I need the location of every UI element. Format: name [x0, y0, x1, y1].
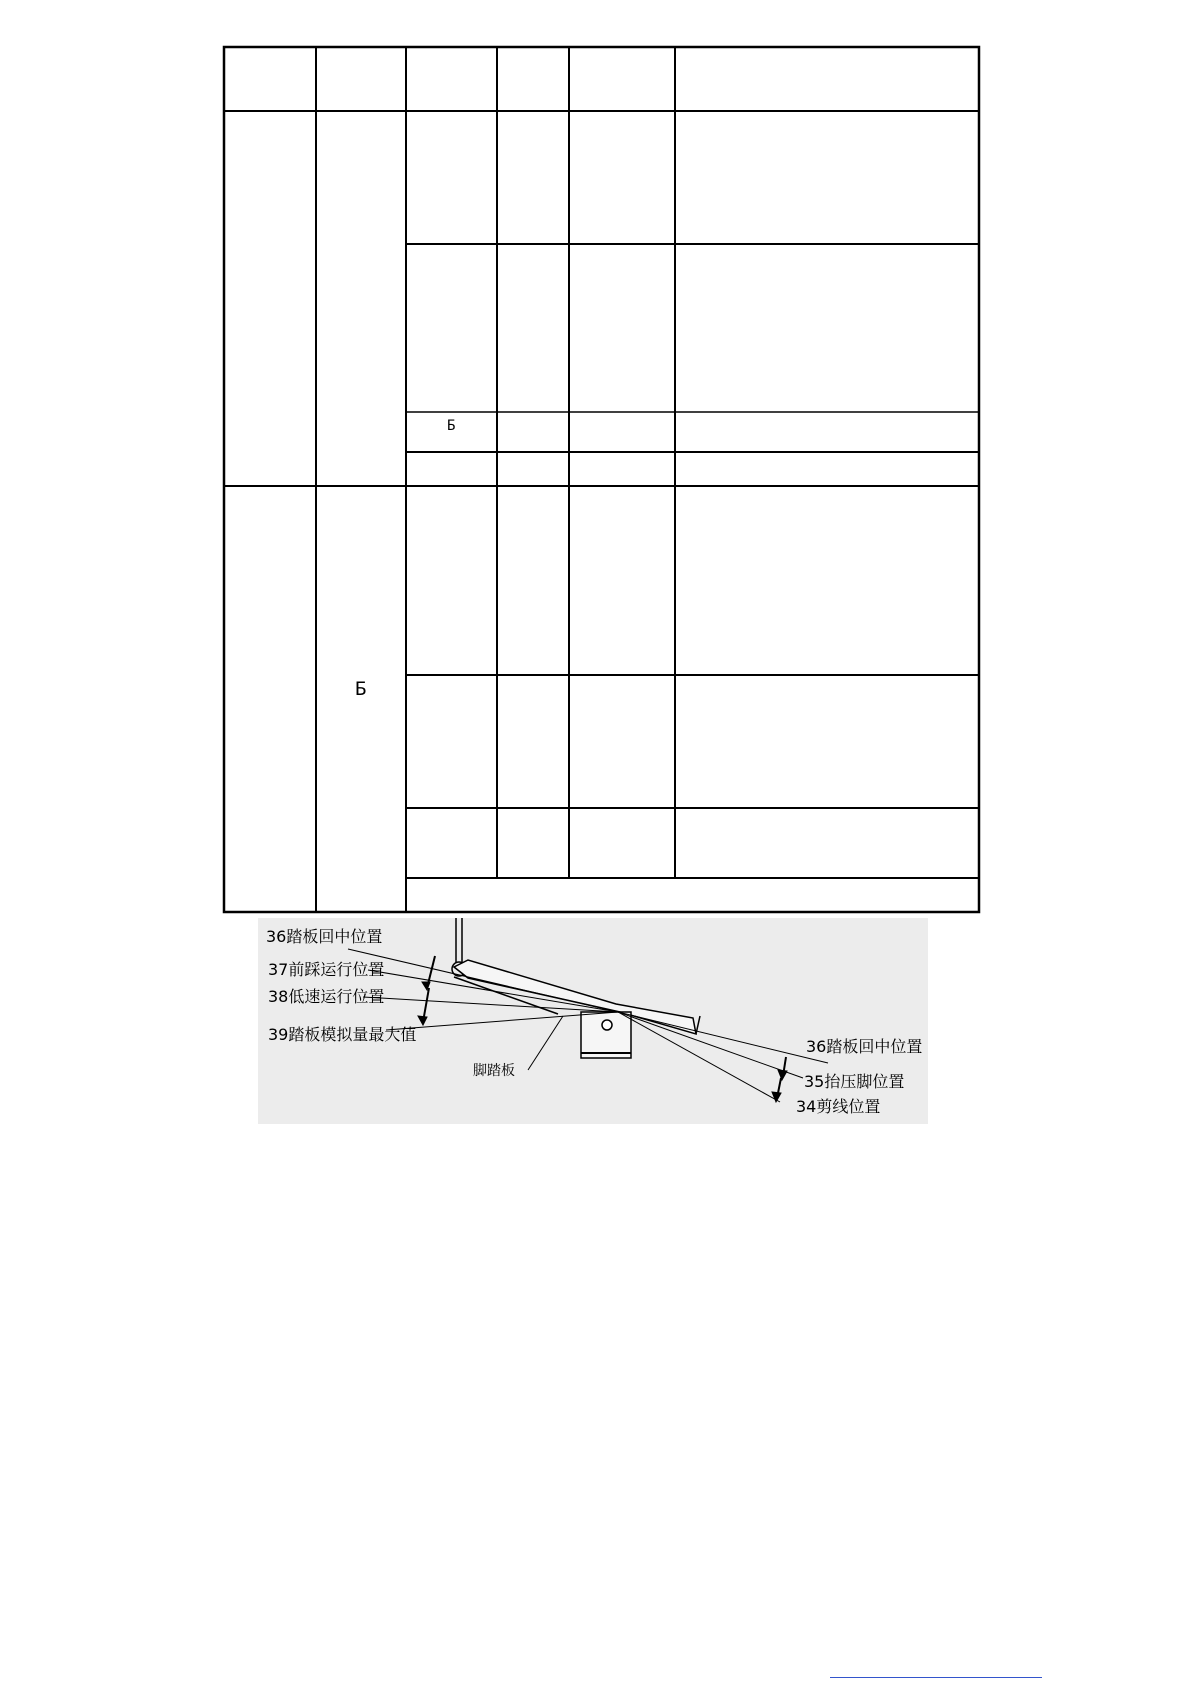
- pedal-base: [581, 1012, 631, 1058]
- pedal-body: [454, 960, 696, 1034]
- cell-glyph-large: Б: [355, 678, 367, 700]
- ref-line-36-left: [348, 949, 618, 1012]
- label-35: 35抬压脚位置: [804, 1072, 905, 1091]
- arrow-right-1-head: [778, 1070, 787, 1080]
- label-38: 38低速运行位置: [268, 987, 385, 1006]
- footer-link-underline[interactable]: [830, 1677, 1042, 1678]
- label-34: 34剪线位置: [796, 1097, 881, 1116]
- label-39: 39踏板模拟量最大值: [268, 1025, 417, 1044]
- ref-line-34: [618, 1012, 780, 1102]
- arrow-left-2-head: [418, 1016, 427, 1025]
- pedal-diagram: [258, 918, 928, 1124]
- ref-line-36-right: [618, 1012, 828, 1063]
- label-37: 37前踩运行位置: [268, 960, 385, 979]
- base-pivot-hole: [602, 1020, 612, 1030]
- table-outer-border: [224, 47, 979, 912]
- arrow-right-2-head: [772, 1092, 781, 1102]
- pedal-label-leader: [528, 1016, 563, 1070]
- cell-glyph-small: Б: [447, 418, 456, 434]
- ref-line-35: [618, 1012, 803, 1078]
- label-pedal: 脚踏板: [473, 1063, 515, 1079]
- label-36-left: 36踏板回中位置: [266, 927, 383, 946]
- label-36-right: 36踏板回中位置: [806, 1037, 923, 1056]
